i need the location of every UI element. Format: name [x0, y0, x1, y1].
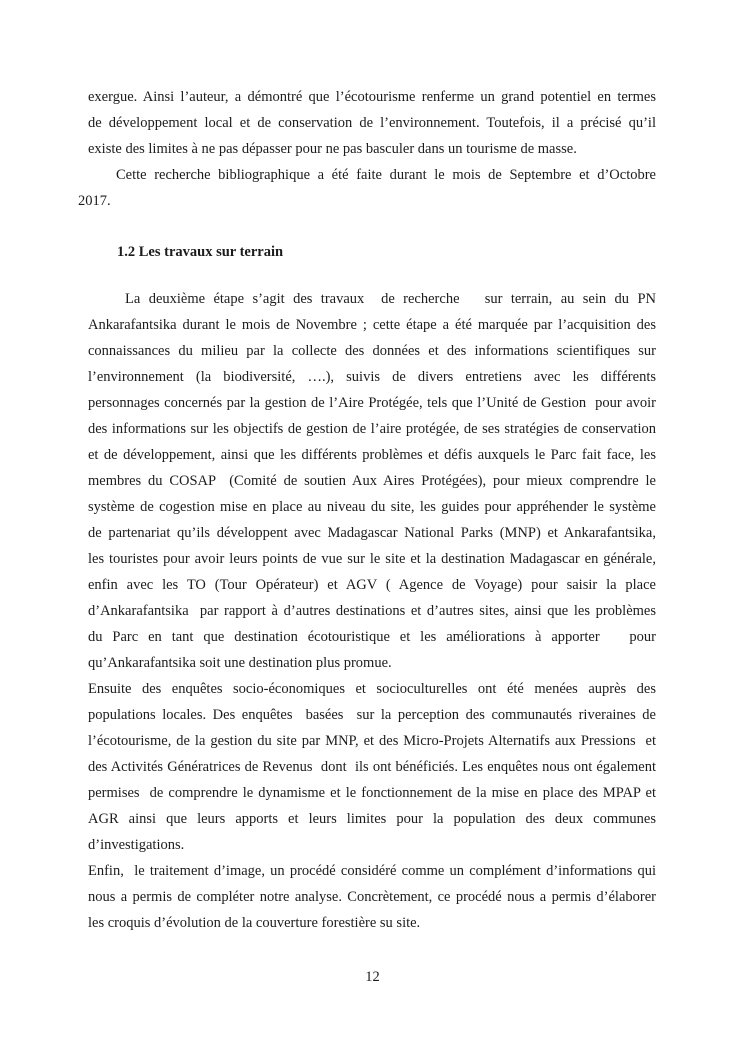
section-heading: 1.2 Les travaux sur terrain	[117, 244, 284, 260]
paragraph	[88, 676, 656, 858]
page-number: 12	[365, 969, 380, 985]
paragraph	[88, 858, 656, 936]
text-line: de partenariat qu’ils développent avec Madagascar National Parks (MNP) et Ankarafantsika,	[88, 525, 656, 541]
paragraph	[88, 84, 656, 162]
text-line: enfin avec les TO (Tour Opérateur) et AGV ( Agence de Voyage) pour saisir la place	[88, 577, 656, 593]
text-line: d’investigations.	[88, 837, 185, 853]
text-line: Ankarafantsika durant le mois de Novembre ; cette étape a été marquée par l’acquisition des	[88, 317, 656, 333]
text-line: 2017.	[78, 193, 111, 209]
text-line: membres du COSAP (Comité de soutien Aux Aires Protégées), pour mieux comprendre le	[88, 473, 656, 489]
text-line: exergue. Ainsi l’auteur, a démontré que l’écotourisme renferme un grand potentiel en termes	[88, 89, 656, 105]
text-line: Ensuite des enquêtes socio-économiques et socioculturelles ont été menées auprès des	[88, 681, 656, 697]
text-line: AGR ainsi que leurs apports et leurs limites pour la population des deux communes	[88, 811, 656, 827]
text-line: connaissances du milieu par la collecte des données et des informations scientifiques sur	[88, 343, 656, 359]
page-footer	[0, 964, 745, 990]
text-line: des informations sur les objectifs de gestion de l’aire protégée, de ses stratégies de conservation	[88, 421, 656, 437]
text-line: permises de comprendre le dynamisme et le fonctionnement de la mise en place des MPAP et	[88, 785, 656, 801]
text-line: du Parc en tant que destination écotouristique et les améliorations à apporter pour	[88, 629, 656, 645]
text-line: personnages concernés par la gestion de l’Aire Protégée, tels que l’Unité de Gestion pour avoir	[88, 395, 656, 411]
text-line: existe des limites à ne pas dépasser pour ne pas basculer dans un tourisme de masse.	[88, 141, 577, 157]
paragraph	[88, 286, 656, 676]
text-line: les croquis d’évolution de la couverture forestière su site.	[88, 915, 421, 931]
text-line: La deuxième étape s’agit des travaux de recherche sur terrain, au sein du PN	[125, 291, 656, 307]
text-line: et de développement, ainsi que les différents problèmes et défis auxquels le Parc fait face, les	[88, 447, 656, 463]
text-line: nous a permis de compléter notre analyse. Concrètement, ce procédé nous a permis d’élaborer	[88, 889, 656, 905]
text-line: les touristes pour avoir leurs points de vue sur le site et la destination Madagascar en générale,	[88, 551, 656, 567]
text-line: qu’Ankarafantsika soit une destination plus promue.	[88, 655, 392, 671]
text-line: d’Ankarafantsika par rapport à d’autres destinations et d’autres sites, ainsi que les problèmes	[88, 603, 656, 619]
text-line: de développement local et de conservation de l’environnement. Toutefois, il a précisé qu’il	[88, 115, 656, 131]
text-line: système de cogestion mise en place au niveau du site, les guides pour appréhender le système	[88, 499, 656, 515]
paragraph	[78, 162, 656, 214]
text-line: Cette recherche bibliographique a été faite durant le mois de Septembre et d’Octobre	[116, 167, 656, 183]
text-line: l’écotourisme, de la gestion du site par MNP, et des Micro-Projets Alternatifs aux Pressions et	[88, 733, 656, 749]
text-line: l’environnement (la biodiversité, ….), suivis de divers entretiens avec les différents	[88, 369, 656, 385]
text-line: des Activités Génératrices de Revenus dont ils ont bénéficiés. Les enquêtes nous ont également	[88, 759, 656, 775]
text-line: populations locales. Des enquêtes basées sur la perception des communautés riveraines de	[88, 707, 656, 723]
text-line: Enfin, le traitement d’image, un procédé considéré comme un complément d’informations qui	[88, 863, 656, 879]
